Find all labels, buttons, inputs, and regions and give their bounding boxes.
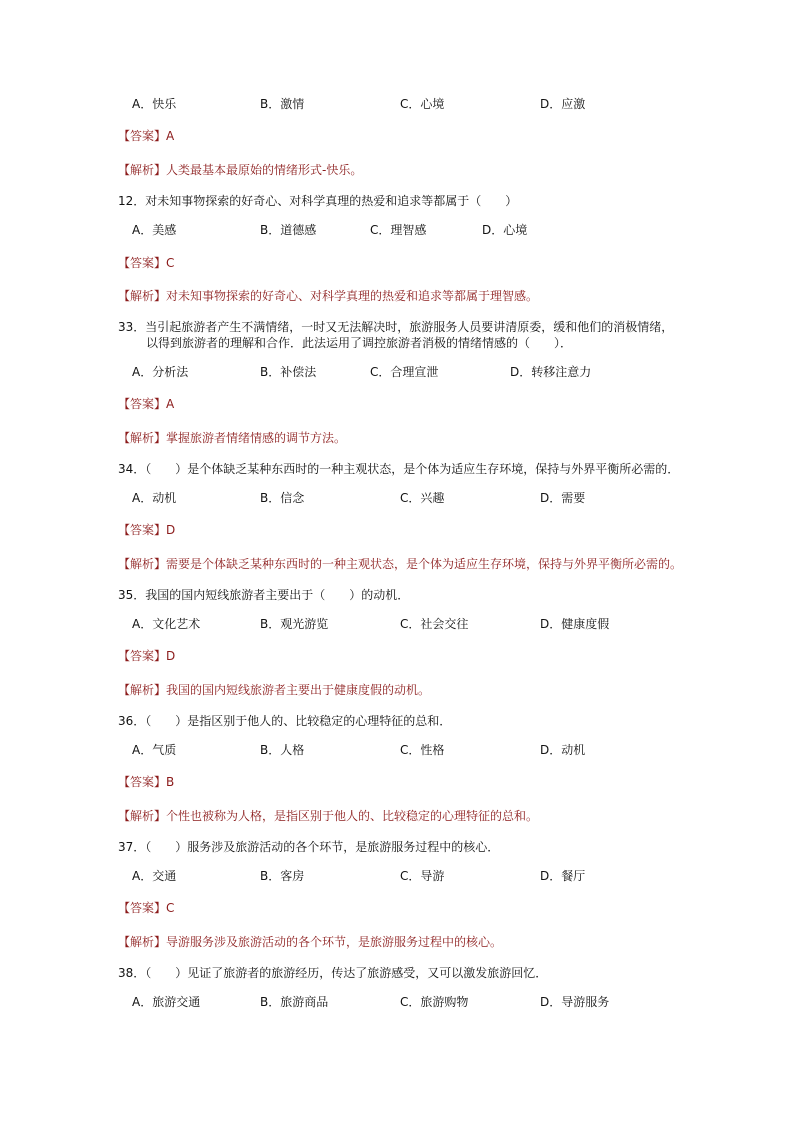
answer-line — [118, 396, 754, 412]
answer-tag: 【答案】 — [118, 775, 167, 789]
option-c: C．性格 — [400, 743, 445, 757]
analysis-tag: 【解析】 — [118, 557, 167, 571]
analysis-tag: 【解析】 — [118, 431, 167, 445]
option-c: C．社会交往 — [400, 617, 469, 631]
option-b: B．信念 — [260, 491, 305, 505]
answer-value: D — [166, 523, 176, 537]
analysis-tag: 【解析】 — [118, 683, 167, 697]
answer-value: A — [166, 129, 175, 143]
option-c: C．导游 — [400, 869, 445, 883]
answer-tag: 【答案】 — [118, 256, 167, 270]
answer-tag: 【答案】 — [118, 129, 167, 143]
option-b: B．补偿法 — [260, 365, 317, 379]
analysis-text: 个性也被称为人格，是指区别于他人的、比较稳定的心理特征的总和。 — [166, 809, 539, 823]
option-b: B．观光游览 — [260, 617, 329, 631]
question-37: 37．（ ）服务涉及旅游活动的各个环节，是旅游服务过程中的核心． — [118, 840, 500, 854]
question-12: 12．对未知事物探索的好奇心、对科学真理的热爱和追求等都属于（ ） — [118, 194, 518, 208]
question-36: 36．（ ）是指区别于他人的、比较稳定的心理特征的总和． — [118, 714, 452, 728]
option-c: C．旅游购物 — [400, 995, 469, 1009]
option-d: D．心境 — [482, 223, 528, 237]
analysis-tag: 【解析】 — [118, 289, 167, 303]
answer-tag: 【答案】 — [118, 523, 167, 537]
answer-value: B — [166, 775, 175, 789]
analysis-text: 我国的国内短线旅游者主要出于健康度假的动机。 — [166, 683, 431, 697]
option-d: D．餐厅 — [540, 869, 586, 883]
analysis-line — [118, 430, 754, 446]
analysis-text: 掌握旅游者情绪情感的调节方法。 — [166, 431, 347, 445]
question-34: 34．（ ）是个体缺乏某种东西时的一种主观状态，是个体为适应生存环境，保持与外界平衡所必需的． — [118, 462, 680, 476]
option-b: B．人格 — [260, 743, 305, 757]
answer-tag: 【答案】 — [118, 397, 167, 411]
option-d: D．转移注意力 — [510, 365, 592, 379]
analysis-text: 导游服务涉及旅游活动的各个环节，是旅游服务过程中的核心。 — [166, 935, 503, 949]
analysis-text: 人类最基本最原始的情绪形式-快乐。 — [166, 163, 363, 177]
option-c: C．理智感 — [370, 223, 427, 237]
analysis-tag: 【解析】 — [118, 809, 167, 823]
option-d: D．健康度假 — [540, 617, 610, 631]
analysis-line — [118, 162, 754, 178]
option-d: D．需要 — [540, 491, 586, 505]
answer-value: A — [166, 397, 175, 411]
answer-line — [118, 255, 754, 271]
analysis-line — [118, 682, 754, 698]
analysis-line — [118, 808, 754, 824]
answer-line — [118, 900, 754, 916]
option-c: C．兴趣 — [400, 491, 445, 505]
analysis-text: 对未知事物探索的好奇心、对科学真理的热爱和追求等都属于理智感。 — [166, 289, 539, 303]
answer-line — [118, 128, 754, 144]
option-a: A．分析法 — [132, 365, 189, 379]
option-a: A．气质 — [132, 743, 177, 757]
question-38: 38．（ ）见证了旅游者的旅游经历，传达了旅游感受，又可以激发旅游回忆． — [118, 966, 548, 980]
option-a: A．动机 — [132, 491, 177, 505]
option-a: A．旅游交通 — [132, 995, 201, 1009]
analysis-tag: 【解析】 — [118, 935, 167, 949]
analysis-text: 需要是个体缺乏某种东西时的一种主观状态，是个体为适应生存环境，保持与外界平衡所必需的。 — [166, 557, 683, 571]
analysis-line — [118, 556, 754, 572]
option-a: A．美感 — [132, 223, 177, 237]
option-b: B．旅游商品 — [260, 995, 329, 1009]
option-b: B．激情 — [260, 97, 305, 111]
analysis-line — [118, 288, 754, 304]
option-d: D．应激 — [540, 97, 586, 111]
option-b: B．道德感 — [260, 223, 317, 237]
analysis-line — [118, 934, 754, 950]
answer-tag: 【答案】 — [118, 649, 167, 663]
answer-value: D — [166, 649, 176, 663]
answer-tag: 【答案】 — [118, 901, 167, 915]
question-33: 33．当引起旅游者产生不满情绪，一时又无法解决时，旅游服务人员要讲清原委，缓和他们的消极情绪， — [118, 320, 674, 334]
option-b: B．客房 — [260, 869, 305, 883]
option-a: A．快乐 — [132, 97, 177, 111]
answer-line — [118, 648, 754, 664]
option-c: C．合理宣泄 — [370, 365, 439, 379]
option-d: D．导游服务 — [540, 995, 610, 1009]
answer-line — [118, 774, 754, 790]
answer-line — [118, 522, 754, 538]
option-a: A．交通 — [132, 869, 177, 883]
answer-value: C — [166, 901, 175, 915]
question-35: 35．我国的国内短线旅游者主要出于（ ）的动机． — [118, 588, 410, 602]
question-33-continued: 以得到旅游者的理解和合作．此法运用了调控旅游者消极的情绪情感的（ ）． — [146, 336, 573, 350]
analysis-tag: 【解析】 — [118, 163, 167, 177]
answer-value: C — [166, 256, 175, 270]
option-d: D．动机 — [540, 743, 586, 757]
option-c: C．心境 — [400, 97, 445, 111]
option-a: A．文化艺术 — [132, 617, 201, 631]
